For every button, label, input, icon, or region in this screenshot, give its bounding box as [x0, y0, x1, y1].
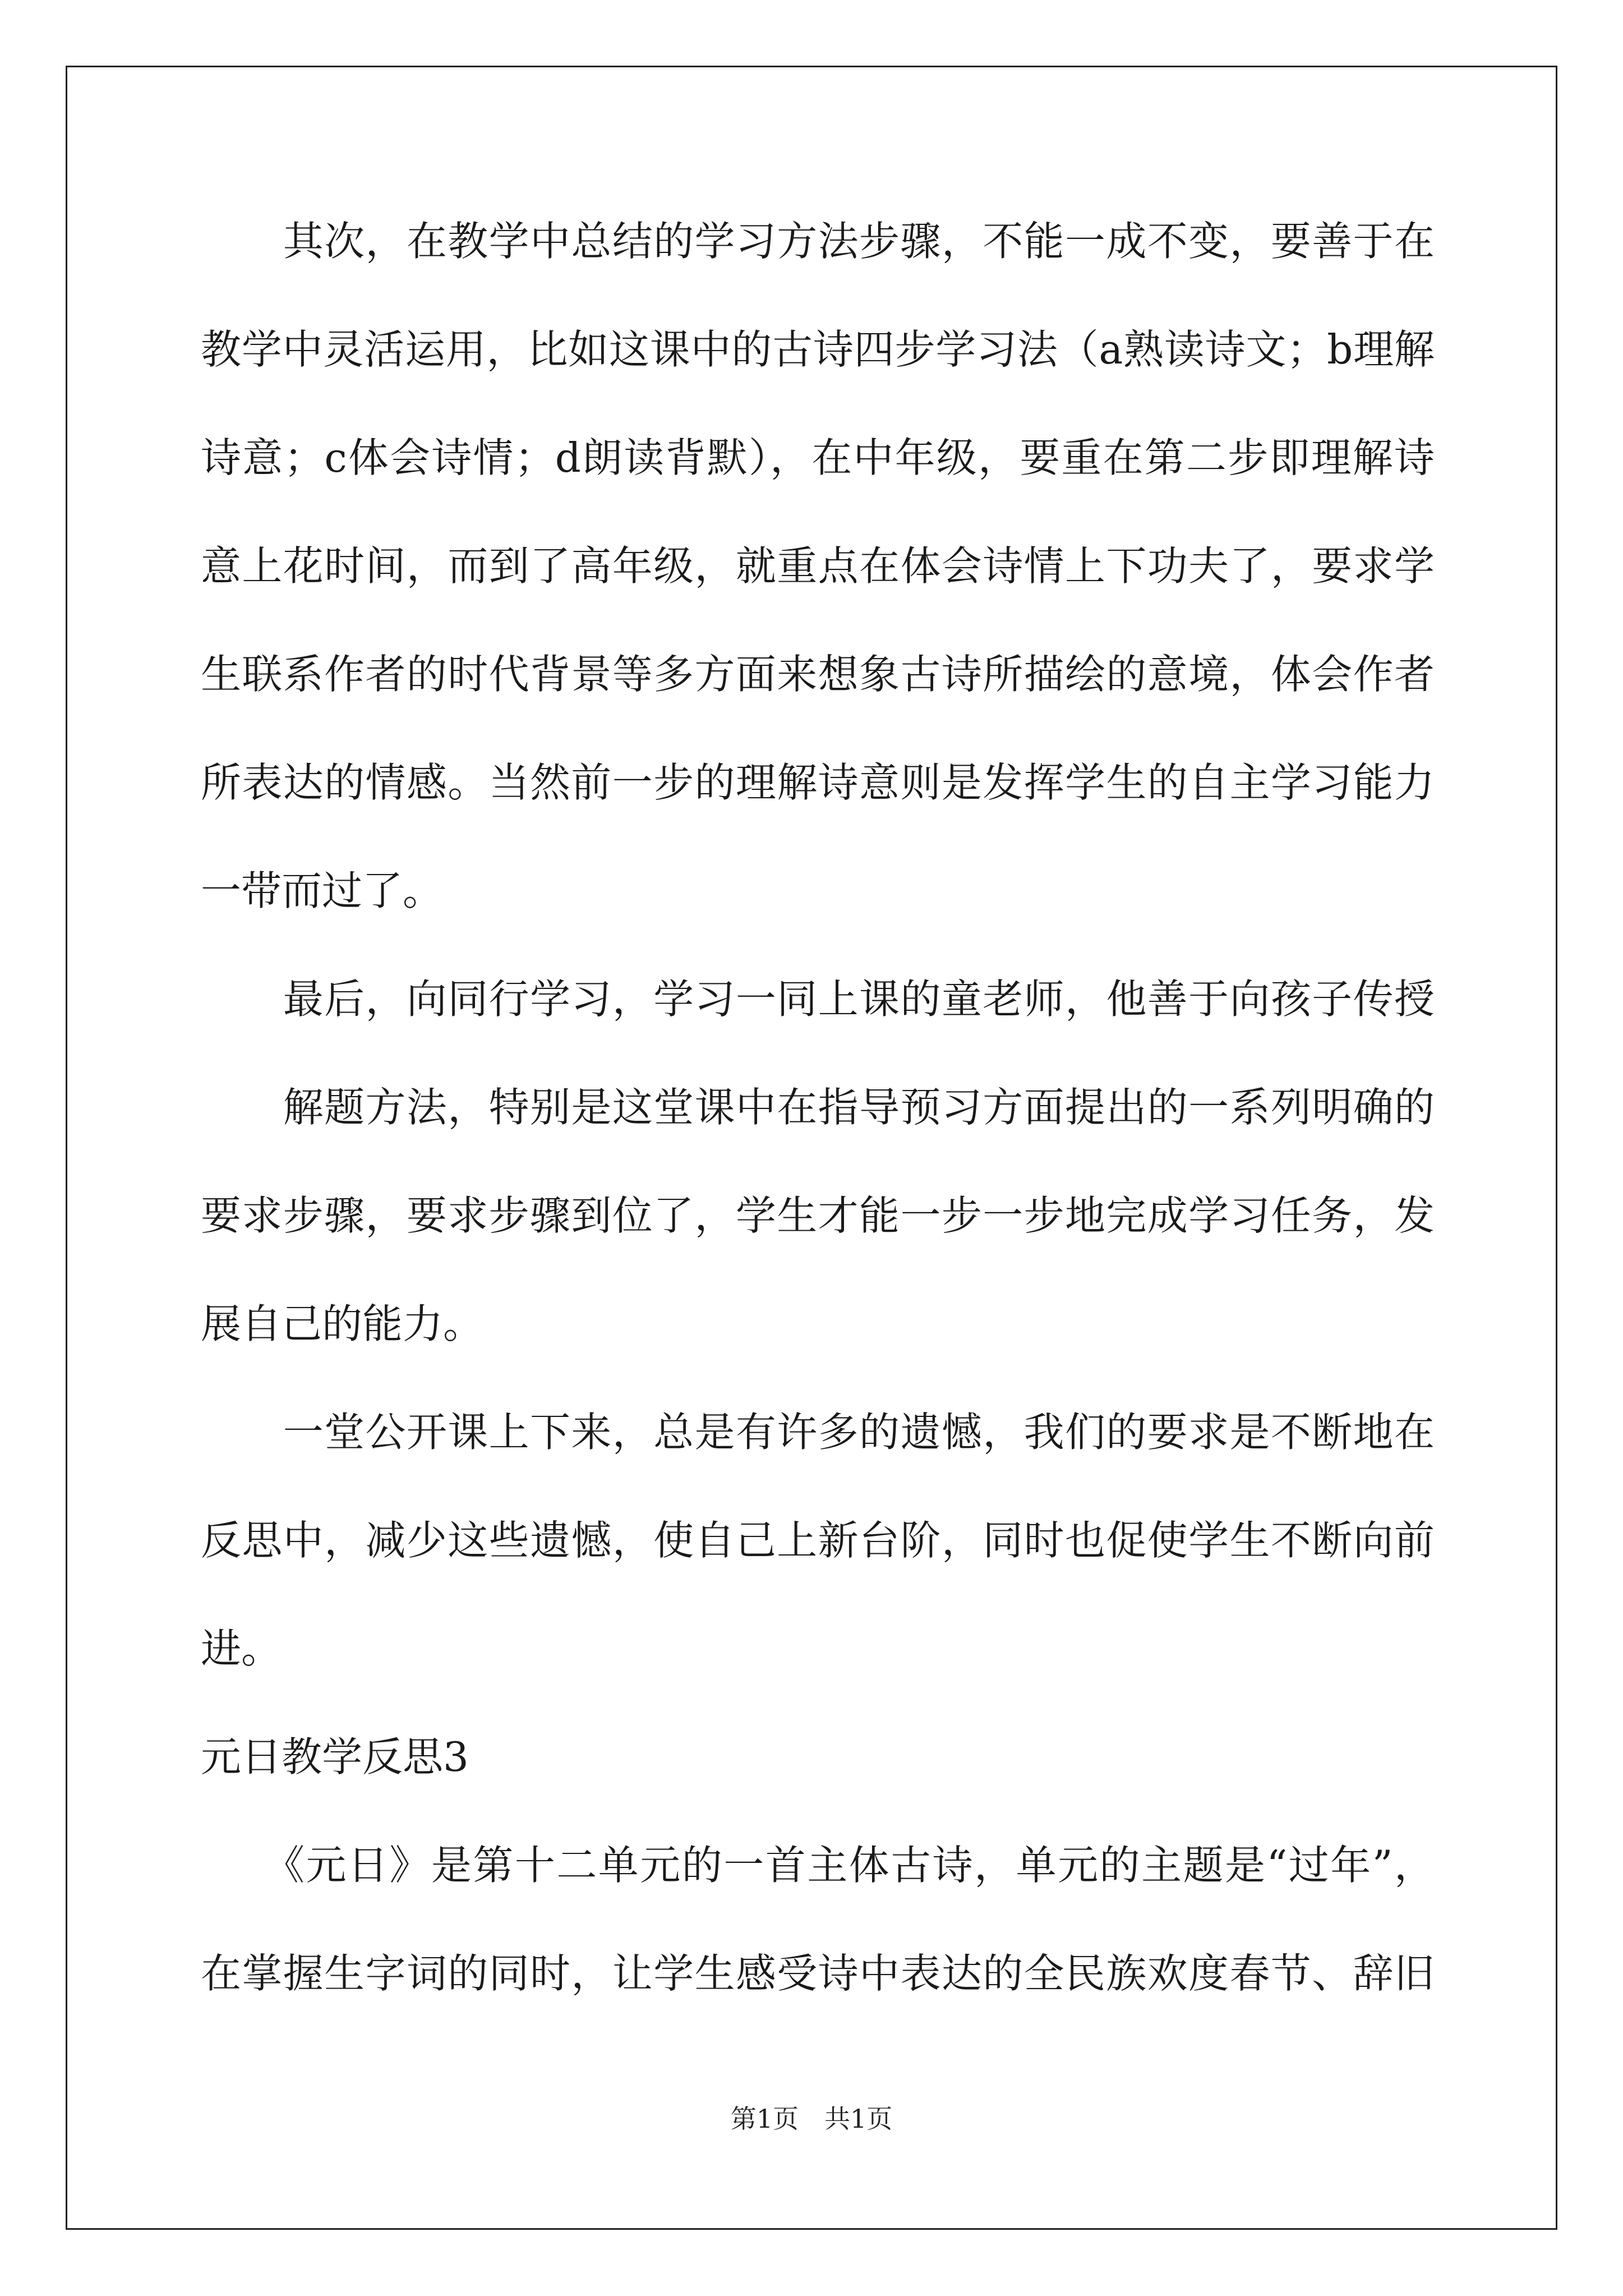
- text-line: 在掌握生字词的同时，让学生感受诗中表达的全民族欢度春节、辞旧: [201, 1950, 1435, 1997]
- text-line: 进。: [201, 1625, 282, 1672]
- text-line: 一堂公开课上下来，总是有许多的遗憾，我们的要求是不断地在: [201, 1409, 1435, 1456]
- text-line: 要求步骤，要求步骤到位了，学生才能一步一步地完成学习任务，发: [201, 1192, 1435, 1239]
- section-heading: 元日教学反思3: [201, 1733, 469, 1780]
- text-line: 反思中，减少这些遗憾，使自己上新台阶，同时也促使学生不断向前: [201, 1517, 1435, 1564]
- text-line: 生联系作者的时代背景等多方面来想象古诗所描绘的意境，体会作者: [201, 651, 1435, 698]
- text-line: 一带而过了。: [201, 867, 444, 914]
- text-line: 最后，向同行学习，学习一同上课的童老师，他善于向孩子传授: [201, 976, 1435, 1023]
- text-line: 诗意；c体会诗情；d朗读背默），在中年级，要重在第二步即理解诗: [201, 434, 1435, 481]
- text-line: 解题方法，特别是这堂课中在指导预习方面提出的一系列明确的: [201, 1084, 1435, 1131]
- page-border: [66, 66, 1557, 2230]
- page-number: 第1页 共1页: [730, 2104, 893, 2134]
- text-line: 其次，在教学中总结的学习方法步骤，不能一成不变，要善于在: [201, 218, 1435, 265]
- text-line: 意上花时间，而到了高年级，就重点在体会诗情上下功夫了，要求学: [201, 542, 1435, 590]
- text-line: 《元日》是第十二单元的一首主体古诗，单元的主题是“过年”，: [201, 1842, 1435, 1889]
- page-footer: [0, 2102, 1623, 2136]
- text-line: 所表达的情感。当然前一步的理解诗意则是发挥学生的自主学习能力: [201, 759, 1435, 806]
- text-line: 教学中灵活运用，比如这课中的古诗四步学习法（a熟读诗文；b理解: [201, 326, 1435, 373]
- text-line: 展自己的能力。: [201, 1300, 484, 1347]
